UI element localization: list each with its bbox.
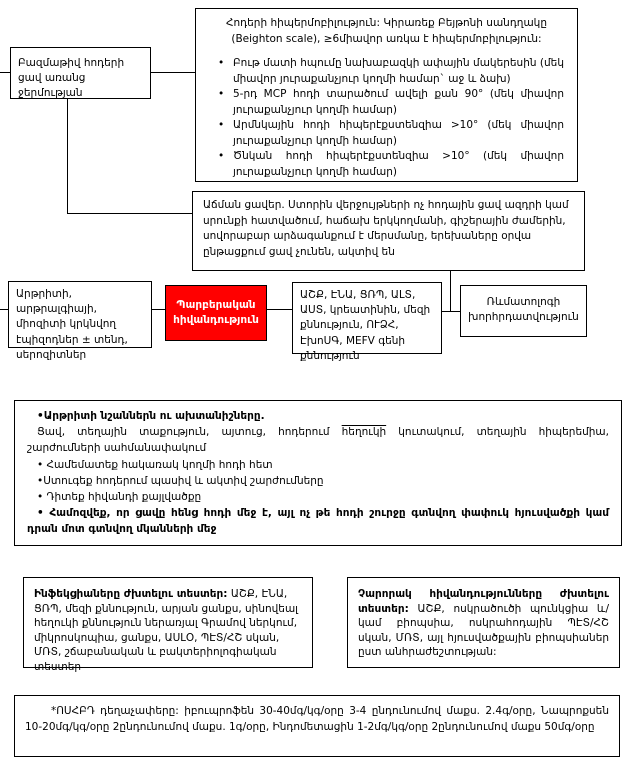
connector-left-edge-to-episodes (0, 309, 8, 310)
bullet-text: Արմնկային հոդի հիպերէքստենզիա >10° (մեկ միավոր յուրաքանչյուր կողմի համար) (233, 119, 564, 147)
box-lab-tests (292, 282, 442, 362)
box-arthritis-signs (14, 400, 622, 546)
connector-polyarthralgia-down (67, 98, 68, 214)
hypermobility-header: Հոդերի հիպերմոբիլություն: Կիրառեք Բեյթոնի սանդղակը (Beighton scale), ≥6միավոր առկա է հիպերմոբիլություն: (226, 17, 547, 45)
connector-episodes-to-periodic-disease (151, 309, 165, 310)
box-recurrent-episodes (8, 281, 152, 361)
infection-tests-lead: Ինֆեկցիաները ժխտելու տեստեր: (34, 588, 228, 600)
malignancy-tests-paragraph (358, 587, 609, 660)
arthritis-signs-bullet (27, 489, 609, 505)
box-polyarthralgia (10, 47, 151, 99)
arthritis-signs-bullet (27, 457, 609, 473)
bullet-text: • Համեմատեք հակառակ կողմի հոդի հետ (37, 458, 273, 471)
connector-down-to-growing-pains (67, 213, 192, 214)
bullet-icon: • (218, 150, 225, 162)
arthritis-signs-description (27, 424, 609, 456)
bullet-text: Ծնկան հոդի հիպերէքստենզիա >10° (մեկ միավոր յուրաքանչյուր կողմի համար) (233, 150, 564, 178)
description-overlined-word: հեղուկի (341, 426, 387, 439)
list-item (209, 118, 564, 149)
box-rheumatologist-consult (460, 285, 587, 337)
description-part: կուտակում, տեղային հիպերեմիա, շարժումների սահմանափակում (27, 426, 609, 455)
arthritis-signs-title-text: •Արթրիտի նշաններն ու ախտանիշները. (37, 410, 265, 422)
nsaid-doses-text: *ՈՍՀԲԴ դեղաչափերը: իբուպրոֆեն 30-40մգ/կգ/օրը 3-4 ընդունումով մաքս. 2.4գ/օրը, Նապրոքսեն 10-20մգ/կգ/օրը 2ընդունումով մաքս. 1գ/օրը, Ինդոմետացին 1-2մգ/կգ/օրը 2ընդունումով մաքս 50մգ/օրը (25, 705, 609, 733)
polyarthralgia-text: Բազմաթիվ հոդերի ցավ առանց ջերմության (18, 57, 125, 99)
nsaid-doses-paragraph (25, 704, 609, 735)
infection-tests-paragraph (34, 587, 302, 675)
list-item (209, 56, 564, 87)
box-hypermobility (195, 8, 578, 182)
bullet-icon: • (218, 88, 225, 100)
connector-periodic-disease-to-lab-tests (266, 309, 292, 310)
growing-pains-text: Աճման ցավեր. Ստորին վերջույթների ոչ հոդային ցավ ազդրի կամ սրունքի հատվածում, հաճախ երկկողմանի, գիշերային ժամերին, սովորաբար արձագանքում է մերսմանը, երեխաները օրվա ընթացքում ցավ չունեն, ակտիվ են (203, 199, 569, 258)
bullet-text: • Դիտեք հիվանդի քայլվածքը (37, 491, 202, 504)
connector-lab-tests-to-rheumatologist (441, 311, 460, 312)
box-malignancy-tests (347, 577, 620, 668)
bullet-icon: • (218, 119, 225, 131)
description-part: Ցավ, տեղային տաքություն, այտուց, հոդերում (37, 426, 342, 439)
arthritis-signs-title (27, 408, 609, 424)
box-growing-pains (192, 191, 585, 271)
list-item (209, 87, 564, 118)
bullet-text: 5-րդ MCP հոդի տարածում ավելի քան 90° (մեկ միավոր յուրաքանչյուր կողմի համար) (233, 88, 564, 116)
bullet-icon: • (218, 57, 225, 69)
connector-left-edge-to-polyarthralgia (0, 72, 10, 73)
arthritis-signs-bullet (27, 473, 609, 489)
recurrent-episodes-text: Արթրիտի, արթրալգիայի, միոզիտի կրկնվող էպիզոդներ ± տենդ, սերոզիտներ (16, 288, 128, 361)
arthritis-signs-bold-bullet (27, 505, 609, 537)
infection-tests-text: ԱՇՔ, ԷՆԱ, ՑՌՊ, մեզի քննություն, արյան ցանքս, սինովեալ հեղուկի քննություն ներառյալ Գրամով ներկում, միկրոսկոպիա, ցանքս, ԱՍԼՕ, ՊԷՏ/ՀՇ սկան, ՄՌՏ, շճաբանական և բակտերիոլոգիական տեստեր (34, 588, 299, 673)
connector-growing-pains-down (450, 270, 451, 312)
bullet-text: •Ստուգեք հոդերում պասիվ և ակտիվ շարժումները (37, 474, 324, 487)
connector-polyarthralgia-to-hypermobility (151, 72, 195, 73)
lab-tests-text: ԱՇՔ, ԷՆԱ, ՑՌՊ, ԱԼՏ, ԱՍՏ, կրեատինին, մեզի քննություն, ՈՒՁՀ, ԷխոՍԳ, MEFV գենի քննություն (300, 289, 431, 362)
box-infection-tests (23, 577, 313, 673)
bullet-text: Բութ մատի հպումը նախաբազկի ափային մակերեսին (մեկ միավոր յուրաքանչյուր կողմի համար` աջ և ձախ) (233, 57, 564, 85)
box-periodic-disease (165, 285, 267, 341)
list-item (209, 149, 564, 180)
bullet-text: • Համոզվեք, որ ցավը հենց հոդի մեջ է, այլ ոչ թե հոդի շուրջը գտնվող փափուկ հյուսվածքի կամ դրան մոտ գտնվող մկանների մեջ (27, 507, 609, 536)
box-nsaid-doses (14, 695, 620, 757)
malignancy-tests-lead: Չարորակ հիվանդությունները ժխտելու տեստեր: (358, 588, 609, 615)
malignancy-tests-text: ԱՇՔ, ոսկրածուծի պունկցիա և/կամ բիոպսիա, ոսկրահոդային ՊԷՏ/ՀՇ սկան, ՄՌՏ, այլ հյուսվածքային բիոպսիաներ ըստ անհրաժեշտության: (358, 602, 609, 659)
periodic-disease-text: Պարբերական հիվանդություն (173, 299, 259, 326)
hypermobility-bullet-list (209, 56, 564, 180)
rheumatologist-text: Ռևմատոլոգի խորհրդատվություն (468, 296, 579, 323)
